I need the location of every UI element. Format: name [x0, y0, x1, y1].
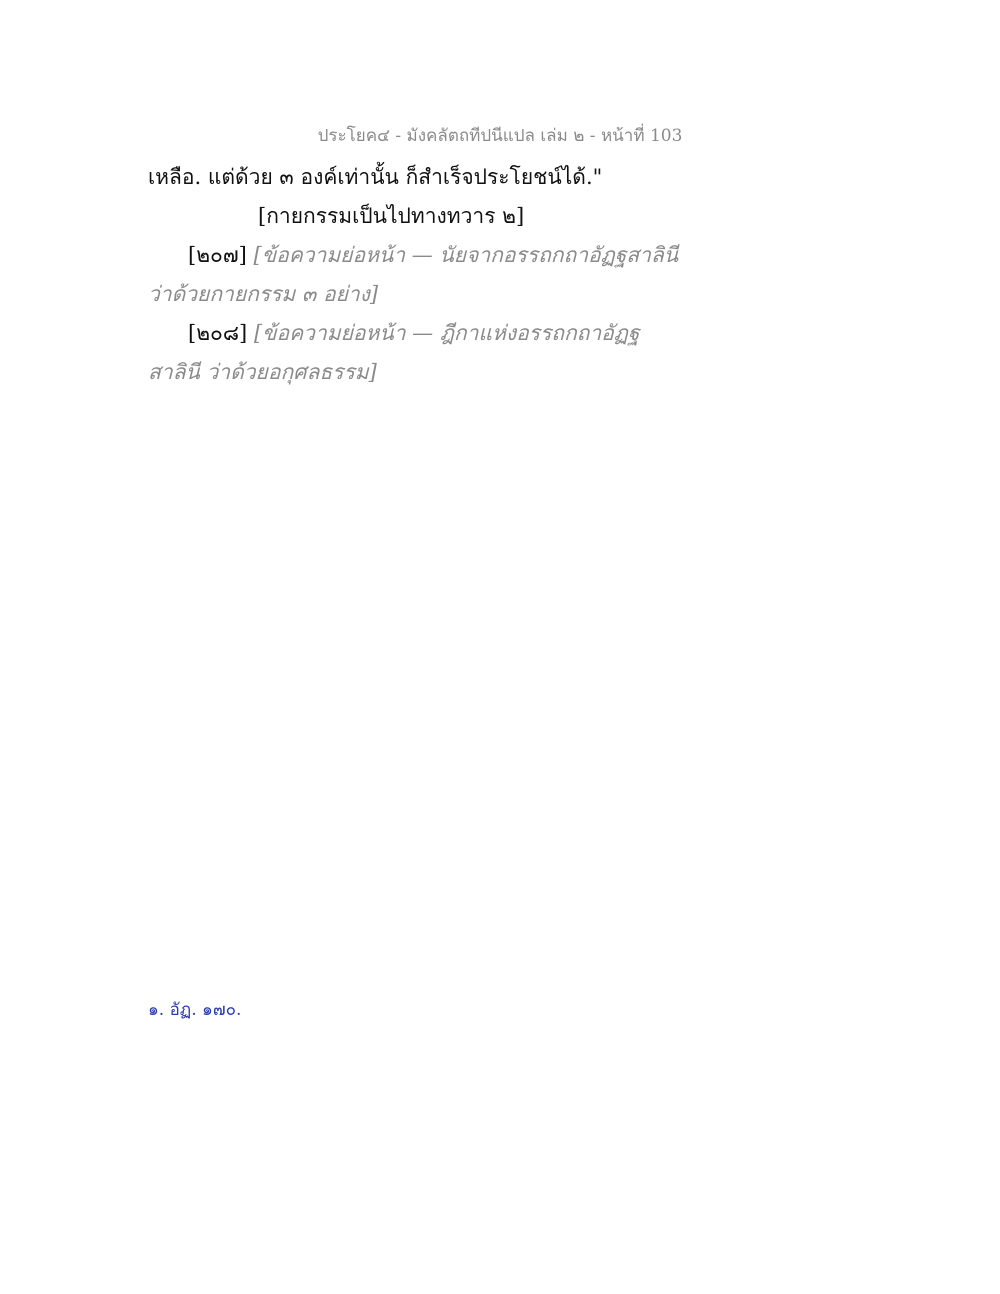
paragraph-208 [148, 314, 688, 392]
continuation-line: เหลือ. แต่ด้วย ๓ องค์เท่านั้น ก็สำเร็จประโยชน์ได้." [148, 165, 603, 189]
paragraph-text: [ข้อความย่อหน้า — ฎีกาแห่งอรรถกถาอัฏฐสาลินี ว่าด้วยอกุศลธรรม] [148, 321, 640, 384]
running-header: ประโยค๔ - มังคลัตถทีปนีแปล เล่ม ๒ - หน้าที่ 103 [317, 126, 683, 146]
paragraph-number: [๒๐๗] [188, 243, 247, 267]
paragraph-text: [ข้อความย่อหน้า — นัยจากอรรถกถาอัฏฐสาลินี ว่าด้วยกายกรรม ๓ อย่าง] [148, 243, 679, 306]
body-text [148, 158, 688, 392]
footnote: ๑. อัฏ. ๑๗๐. [148, 1000, 242, 1020]
paragraph-number: [๒๐๘] [188, 321, 248, 345]
section-heading: [กายกรรมเป็นไปทางทวาร ๒] [258, 204, 525, 228]
paragraph-207 [148, 236, 688, 314]
